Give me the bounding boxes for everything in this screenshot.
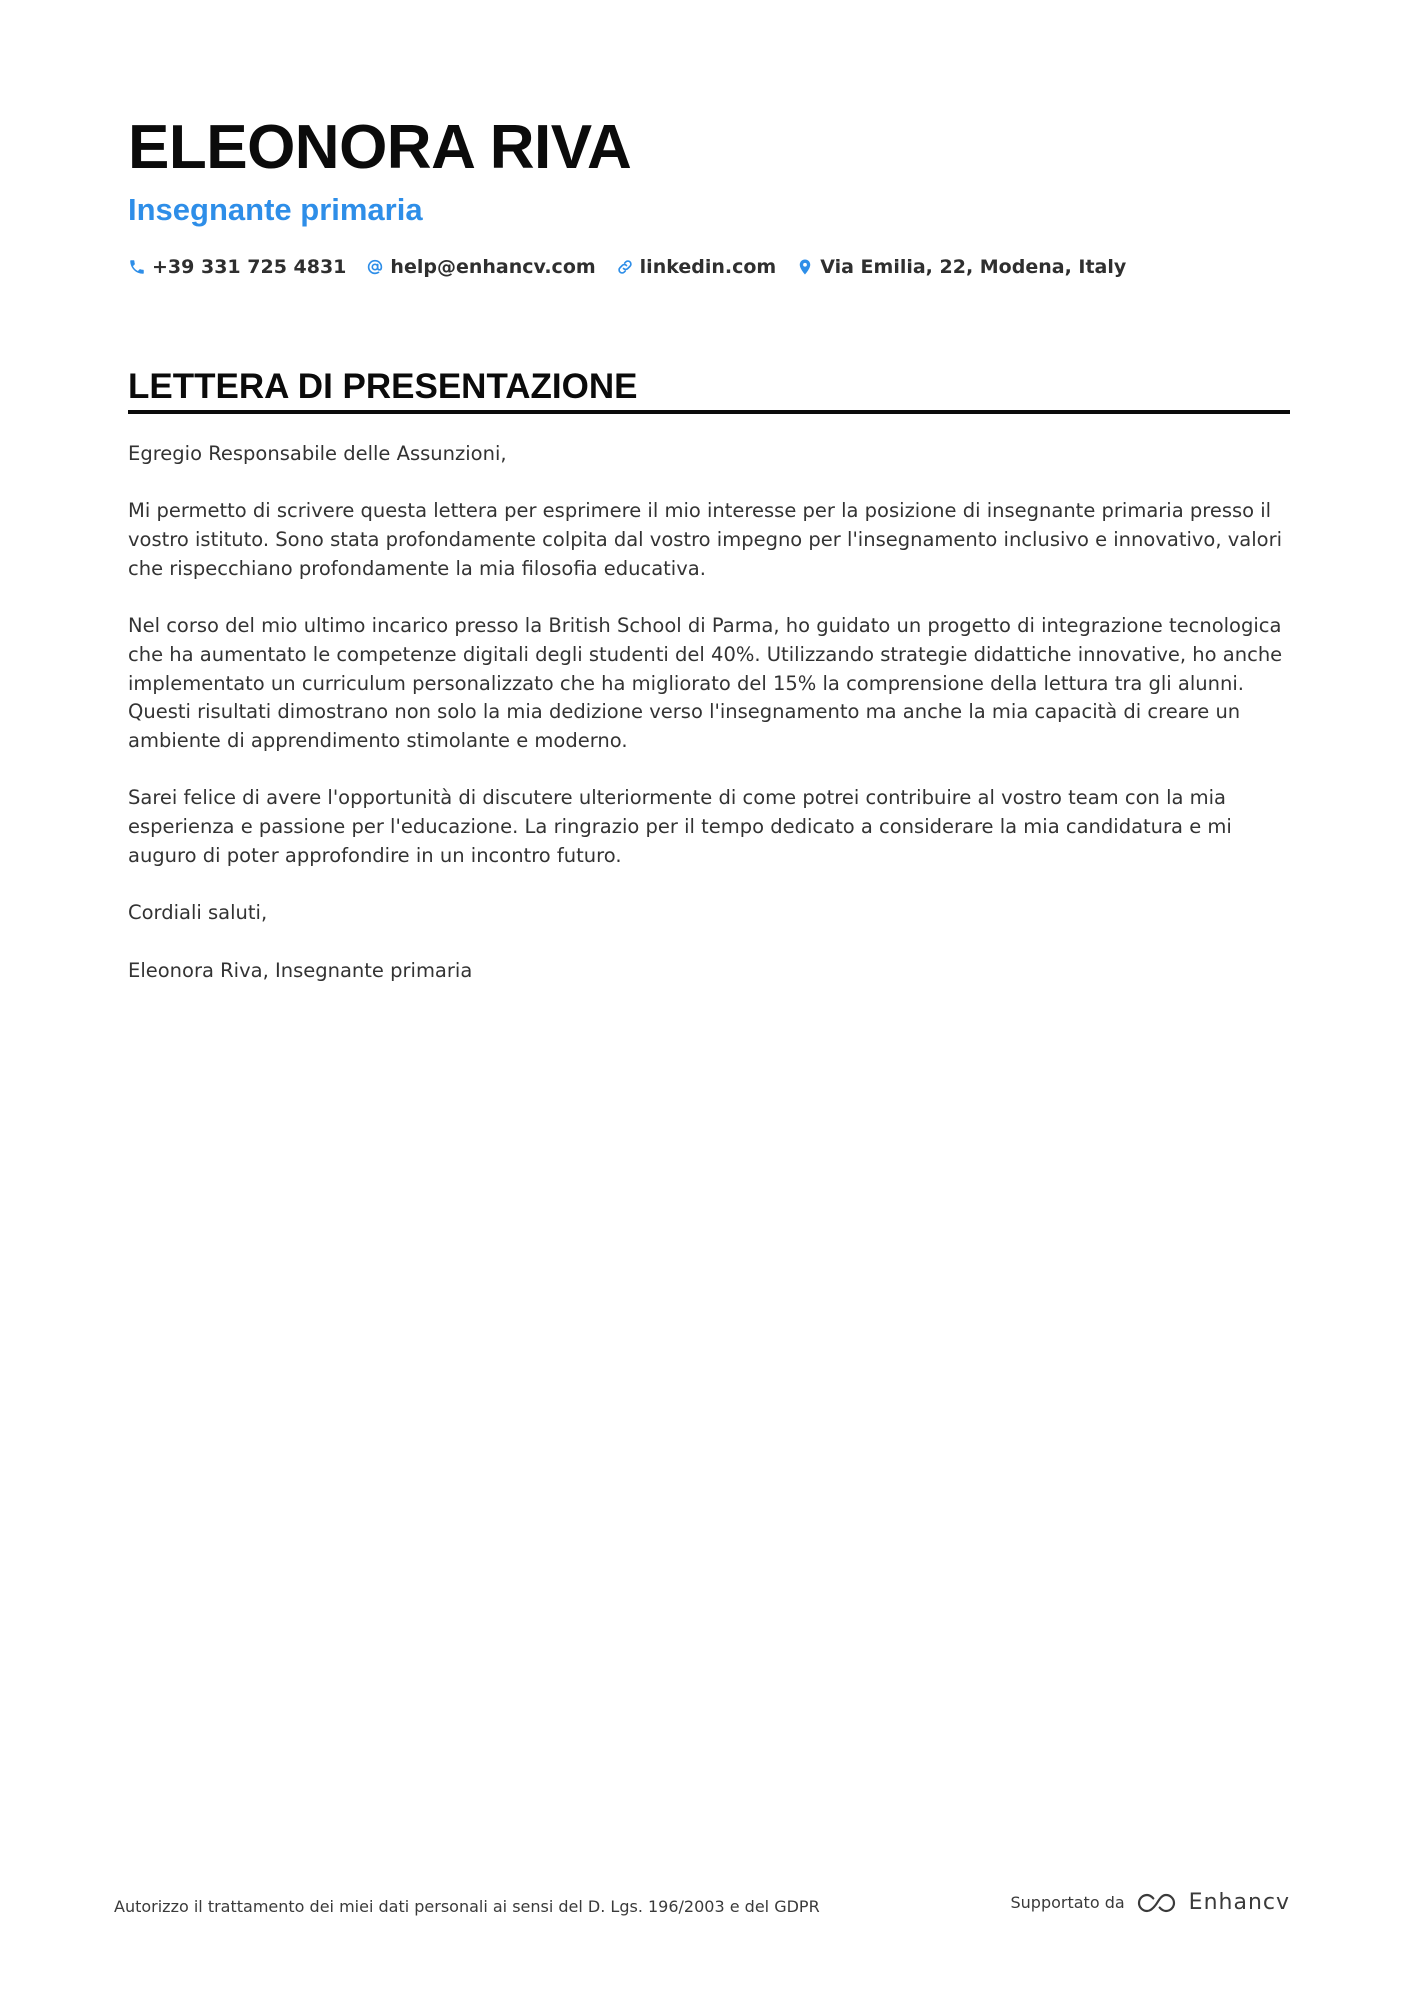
- contact-linkedin-text: linkedin.com: [639, 256, 777, 278]
- section-divider: [128, 410, 1290, 414]
- contact-email-text: help@enhancv.com: [390, 256, 596, 278]
- contact-bar: [128, 252, 1126, 282]
- brand-name: Enhancv: [1188, 1890, 1290, 1915]
- enhancv-logo: [1135, 1890, 1290, 1916]
- letter-paragraph: Sarei felice di avere l'opportunità di discutere ulteriormente di come potrei contribuire al vostro team con la mia esperienza e passione per l'educazione. La ringrazio per il tempo dedicato a considerare la mia candidatura e mi auguro di poter approfondire in un incontro futuro.: [128, 786, 1232, 867]
- letter-greeting: Egregio Responsabile delle Assunzioni,: [128, 442, 507, 465]
- candidate-job-title: Insegnante primaria: [128, 192, 423, 227]
- contact-address: [796, 252, 1126, 282]
- candidate-name: ELEONORA RIVA: [128, 113, 632, 182]
- contact-email[interactable]: [366, 252, 595, 282]
- contact-phone-text: +39 331 725 4831: [152, 256, 347, 278]
- section-title: LETTERA DI PRESENTAZIONE: [128, 367, 638, 406]
- contact-address-text: Via Emilia, 22, Modena, Italy: [820, 256, 1127, 278]
- letter-paragraph: Nel corso del mio ultimo incarico presso la British School di Parma, ho guidato un progetto di integrazione tecnologica che ha aumentato le competenze digitali degli studenti del 40%. Utilizzando strategie didattiche innovative, ho anche implementato un curriculum personalizzato che ha migliorato del 15% la comprensione della lettura tra gli alunni. Questi risultati dimostrano non solo la mia dedizione verso l'insegnamento ma anche la mia capacità di creare un ambiente di apprendimento stimolante e moderno.: [128, 614, 1283, 752]
- powered-by-label: Supportato da: [1010, 1893, 1125, 1912]
- letter-body: [128, 440, 1290, 1014]
- link-icon: [616, 258, 634, 276]
- letter-signature: Eleonora Riva, Insegnante primaria: [128, 958, 473, 982]
- privacy-consent: Autorizzo il trattamento dei miei dati personali ai sensi del D. Lgs. 196/2003 e del GDPR: [114, 1897, 820, 1916]
- infinity-logo-icon: [1135, 1890, 1181, 1916]
- at-icon: [366, 258, 384, 276]
- letter-paragraph: Mi permetto di scrivere questa lettera per esprimere il mio interesse per la posizione di insegnante primaria presso il vostro istituto. Sono stata profondamente colpita dal vostro impegno per l'insegnamento inclusivo e innovativo, valori che rispecchiano profondamente la mia filosofia educativa.: [128, 499, 1283, 580]
- contact-phone: [128, 252, 346, 282]
- location-pin-icon: [796, 258, 814, 276]
- letter-closing: Cordiali saluti,: [128, 901, 268, 925]
- phone-icon: [128, 258, 146, 276]
- powered-by[interactable]: [1011, 1890, 1291, 1916]
- contact-linkedin[interactable]: [616, 252, 777, 282]
- page-footer: [114, 1888, 1290, 1924]
